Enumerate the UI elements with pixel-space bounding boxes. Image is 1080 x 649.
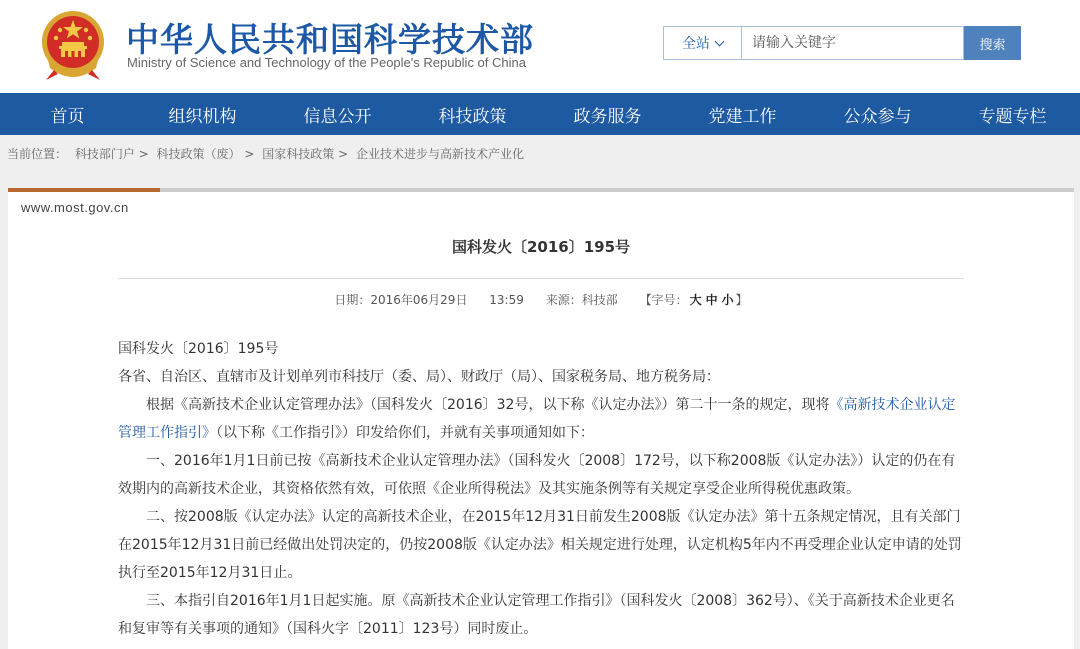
nav-item-organization[interactable]: 组织机构 — [168, 106, 237, 127]
font-size-end: 】 — [735, 293, 748, 307]
document-meta — [118, 291, 964, 308]
search-button[interactable]: 搜索 — [964, 26, 1021, 60]
document-body — [118, 335, 966, 643]
date-label: 日期： — [334, 293, 371, 307]
breadcrumb-item-national-policy[interactable]: 国家科技政策 > — [262, 147, 349, 161]
nav-item-policy[interactable]: 科技政策 — [438, 106, 507, 127]
font-size-label: 【字号： — [639, 293, 688, 307]
search-input[interactable] — [741, 26, 964, 60]
search-scope-label: 全站 — [682, 36, 710, 52]
site-subtitle: Ministry of Science and Technology of the People's Republic of China — [127, 55, 526, 70]
breadcrumb-item-current[interactable]: 企业技术进步与高新技术产业化 — [355, 147, 524, 161]
panel-accent-bar — [8, 188, 160, 192]
paragraph-item-3: 三、本指引自2016年1月1日起实施。原《高新技术企业认定管理工作指引》（国科发火〔2008〕362号）、《关于高新技术企业更名和复审等有关事项的通知》（国科火字〔2011〕123号）同时废止。 — [118, 593, 955, 637]
nav-item-services[interactable]: 政务服务 — [573, 106, 642, 127]
source-value: 科技部 — [581, 293, 618, 307]
national-emblem-icon[interactable] — [38, 8, 108, 82]
publish-date: 2016年06月29日 — [370, 293, 468, 307]
panel-divider-bar — [160, 188, 1074, 192]
title-divider — [118, 278, 964, 279]
breadcrumb-label: 当前位置： — [7, 147, 68, 161]
nav-item-public[interactable]: 公众参与 — [843, 106, 912, 127]
search-bar — [663, 26, 1021, 60]
work-guideline-link[interactable]: 《高新技术企业认定管理工作指引》 — [118, 397, 956, 441]
chevron-down-icon — [715, 36, 725, 46]
font-size-medium-button[interactable]: 中 — [705, 293, 718, 307]
paragraph-intro-text-b: （以下称《工作指引》）印发给你们，并就有关事项通知如下： — [216, 425, 594, 441]
main-nav — [0, 93, 1080, 135]
font-size-large-button[interactable]: 大 — [689, 293, 702, 307]
paragraph-item-2: 二、按2008版《认定办法》认定的高新技术企业，在2015年12月31日前发生2008版《认定办法》第十五条规定情况，且有关部门在2015年12月31日前已经做出处罚决定的，仍按2008版《认定办法》相关规定进行处理，认定机构5年内不再受理企业认定申请的处罚执行至2015年12月31日止。 — [118, 509, 962, 581]
source-label: 来源： — [545, 293, 582, 307]
paragraph-intro — [118, 391, 966, 447]
paragraph-item-1: 一、2016年1月1日前已按《高新技术企业认定管理办法》（国科发火〔2008〕172号，以下称2008版《认定办法》）认定的仍在有效期内的高新技术企业，其资格依然有效，可依照《企业所得税法》及其实施条例等有关规定享受企业所得税优惠政策。 — [118, 453, 956, 497]
font-size-small-button[interactable]: 小 — [721, 293, 734, 307]
nav-item-information[interactable]: 信息公开 — [303, 106, 372, 127]
publish-time: 13:59 — [489, 293, 524, 307]
nav-item-home[interactable]: 首页 — [50, 106, 85, 127]
document-title: 国科发火〔2016〕195号 — [451, 238, 631, 256]
paragraph-intro-text-a: 根据《高新技术企业认定管理办法》（国科发火〔2016〕32号，以下称《认定办法》）第二十一条的规定，现将 — [146, 397, 830, 413]
site-url: www.most.gov.cn — [21, 200, 129, 215]
breadcrumb — [7, 145, 528, 162]
breadcrumb-item-portal[interactable]: 科技部门户 > — [74, 147, 149, 161]
nav-item-party[interactable]: 党建工作 — [708, 106, 777, 127]
nav-item-topics[interactable]: 专题专栏 — [978, 106, 1047, 127]
breadcrumb-item-policy-archive[interactable]: 科技政策（废） > — [156, 147, 255, 161]
site-title[interactable]: 中华人民共和国科学技术部 — [126, 20, 534, 59]
site-header — [0, 0, 1080, 93]
search-scope-select[interactable] — [663, 26, 741, 60]
document-number: 国科发火〔2016〕195号 — [118, 341, 279, 357]
document-recipients: 各省、自治区、直辖市及计划单列市科技厅（委、局）、财政厅（局）、国家税务局、地方税务局： — [118, 369, 720, 385]
